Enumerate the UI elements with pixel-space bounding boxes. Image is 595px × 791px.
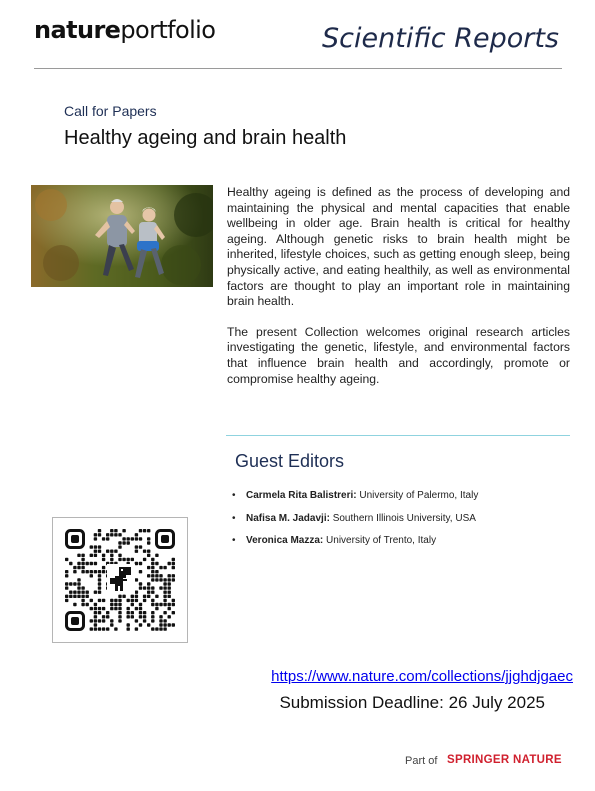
springer-nature-logo: SPRINGER NATURE [447,754,562,766]
guest-editors-list [232,489,572,557]
bullet: • [232,512,236,524]
call-label: Call for Papers [64,103,157,119]
paragraph-2: The present Collection welcomes original research articles investigating the genetic, lifestyle, and environmental factors that influence brain health and accordingly, promote or compromise healthy ageing. [227,324,570,386]
paragraph-1: Healthy ageing is defined as the process of developing and maintaining the physical and mental capacities that enable wellbeing in older age. Brain health is critical for healthy ageing. Although genetic risks to brain health might be inherited, lifestyle choices, such as getting enough sleep, being physically active, and eating healthily, as well as environmental factors are thought to play an important role in maintaining brain health. [227,185,570,309]
qr-code-icon [53,518,187,642]
header-divider [34,68,562,69]
qr-code-frame[interactable] [52,517,188,643]
editor-name: Nafisa M. Jadavji: [246,512,330,524]
editor-item [232,489,572,512]
journal-name: Scientific Reports [322,23,559,54]
editor-name: Veronica Mazza: [246,535,324,546]
guest-editors-heading: Guest Editors [235,451,345,471]
brand-part-portfolio: portfolio [120,16,216,44]
editor-name: Carmela Rita Balistreri: [246,490,357,501]
part-of-label: Part of [405,755,438,767]
section-divider [226,435,570,436]
jogging-couple-photo [31,185,213,287]
dinosaur-icon [107,564,135,594]
bullet: • [232,535,236,546]
collection-link[interactable]: https://www.nature.com/collections/jjghdjgaec [271,668,573,685]
collection-title: Healthy ageing and brain health [64,127,347,149]
brand-part-nature: nature [34,16,121,44]
submission-deadline: Submission Deadline: 26 July 2025 [279,693,545,712]
editor-affiliation: University of Palermo, Italy [356,490,479,501]
editor-item [232,512,572,535]
editor-affiliation: Southern Illinois University, USA [329,512,476,524]
bullet: • [232,490,236,501]
editor-item [232,534,572,557]
description [227,185,570,402]
nature-portfolio-logo [34,16,215,44]
editor-affiliation: University of Trento, Italy [323,535,437,546]
